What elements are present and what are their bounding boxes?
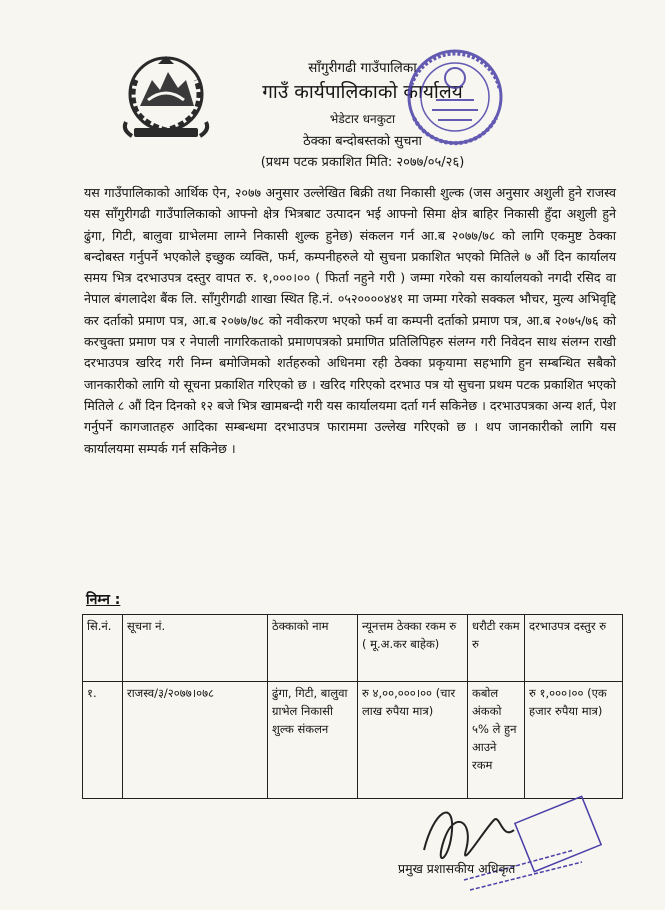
tender-table [82,614,623,799]
header-notice-no: सूचना नं. [123,615,268,682]
cell-fee: रु १,०००।०० (एक हजार रुपैया मात्र) [525,682,623,799]
cell-notice-no: राजस्व/३/२०७७।०७८ [123,682,268,799]
header-min-amount: न्यूनत्तम ठेक्का रकम रु ( मू.अ.कर बाहेक) [358,615,468,682]
municipality-name: साँगुरीगढी गाउँपालिका [308,60,417,76]
publish-date: (प्रथम पटक प्रकाशित मिति: २०७७/०५/२६) [260,155,465,170]
list-heading: निम्न : [86,592,121,608]
header-contract-name: ठेक्काको नाम [268,615,358,682]
cell-contract-name: ढुंगा, गिटी, बालुवा ग्राभेल निकासी शुल्क संकलन [268,682,358,799]
cell-deposit: कबोल अंकको ५% ले हुन आउने रकम [468,682,525,799]
office-location: भेडेटार धनकुटा [329,112,396,126]
office-stamp-icon [396,38,514,156]
header-sn: सि.नं. [83,615,123,682]
notice-title: ठेक्का बन्दोबस्तको सुचना [303,134,422,149]
notice-body: यस गाउँपालिकाको आर्थिक ऐन, २०७७ अनुसार उल्लेखित बिक्री तथा निकासी शुल्क (जस अनुसार अशुली हुने राजस्व यस साँगुरीगढी गाउँपालिकाको आफ्नो क्षेत्र भित्रबाट उत्पादन भई आफ्नो सिमा क्षेत्र बाहिर निकासी हुँदा अशुली हुने ढुंगा, गिटी, बालुवा ग्राभेलमा लाग्ने निकासी शुल्क हुनेछ) संकलन गर्न आ.ब २०७७/७८ को लागि एकमुष्ट ठेक्का बन्दोबस्त गर्नुपर्ने भएकोले इच्छुक व्यक्ति, फर्म, कम्पनीहरुले यो सुचना प्रकाशित भएको मितिले ७ औं दिन कार्यालय समय भित्र दरभाउपत्र दस्तुर वापत रु. १,०००।०० ( फिर्ता नहुने गरी ) जम्मा गरेको यस कार्यालयको नगदी रसिद वा नेपाल बंगलादेश बैंक लि. साँगुरीगढी शाखा स्थित हि.नं. ०५२००००४४१ मा जम्मा गरेको सक्कल भौचर, मुल्य अभिवृद्दि कर दर्ताको प्रमाण पत्र, आ.ब २०७७/७८ को नवीकरण भएको फर्म वा कम्पनी दर्ताको प्रमाण पत्र, आ.ब २०७५/७६ को करचुक्ता प्रमाण पत्र र नेपाली नागरिकताको प्रमाणपत्रको प्रमाणित प्रतिलिपिहरु संलग्न गरी निवेदन साथ संलग्न राखी दरभाउपत्र खरिद गरी निम्न बमोजिमको शर्तहरुको अधिनमा रही ठेक्का प्रकृयामा सहभागि हुन सम्बन्धित सबैको जानकारीको लागि यो सूचना प्रकाशित गरिएको छ । खरिद गरिएको दरभाउ पत्र यो सुचना प्रथम पटक प्रकाशित भएको मितिले ८ औं दिन दिनको १२ बजे भित्र खामबन्दी गरी यस कार्यालयमा दर्ता गर्न सकिनेछ । दरभाउपत्रका अन्य शर्त, पेश गर्नुपर्ने कागजातहरु आदिका सम्बन्धमा दरभाउपत्र फाराममा उल्लेख गरिएको छ । थप जानकारीको लागि यस कार्यालयमा सम्पर्क गर्न सकिनेछ । [84,185,616,456]
signatory-title: प्रमुख प्रशासकीय अधिकृत [398,861,516,876]
office-name: गाउँ कार्यपालिकाको कार्यालय [262,81,463,103]
header-fee: दरभाउपत्र दस्तुर रु [525,615,623,682]
table-header-row [83,615,623,682]
table-row [83,682,623,799]
cell-min-amount: रु ४,००,०००।०० (चार लाख रुपैया मात्र) [358,682,468,799]
cell-sn: १. [83,682,123,799]
header-deposit: धरौटी रकम रु [468,615,525,682]
signature-icon [404,790,604,900]
